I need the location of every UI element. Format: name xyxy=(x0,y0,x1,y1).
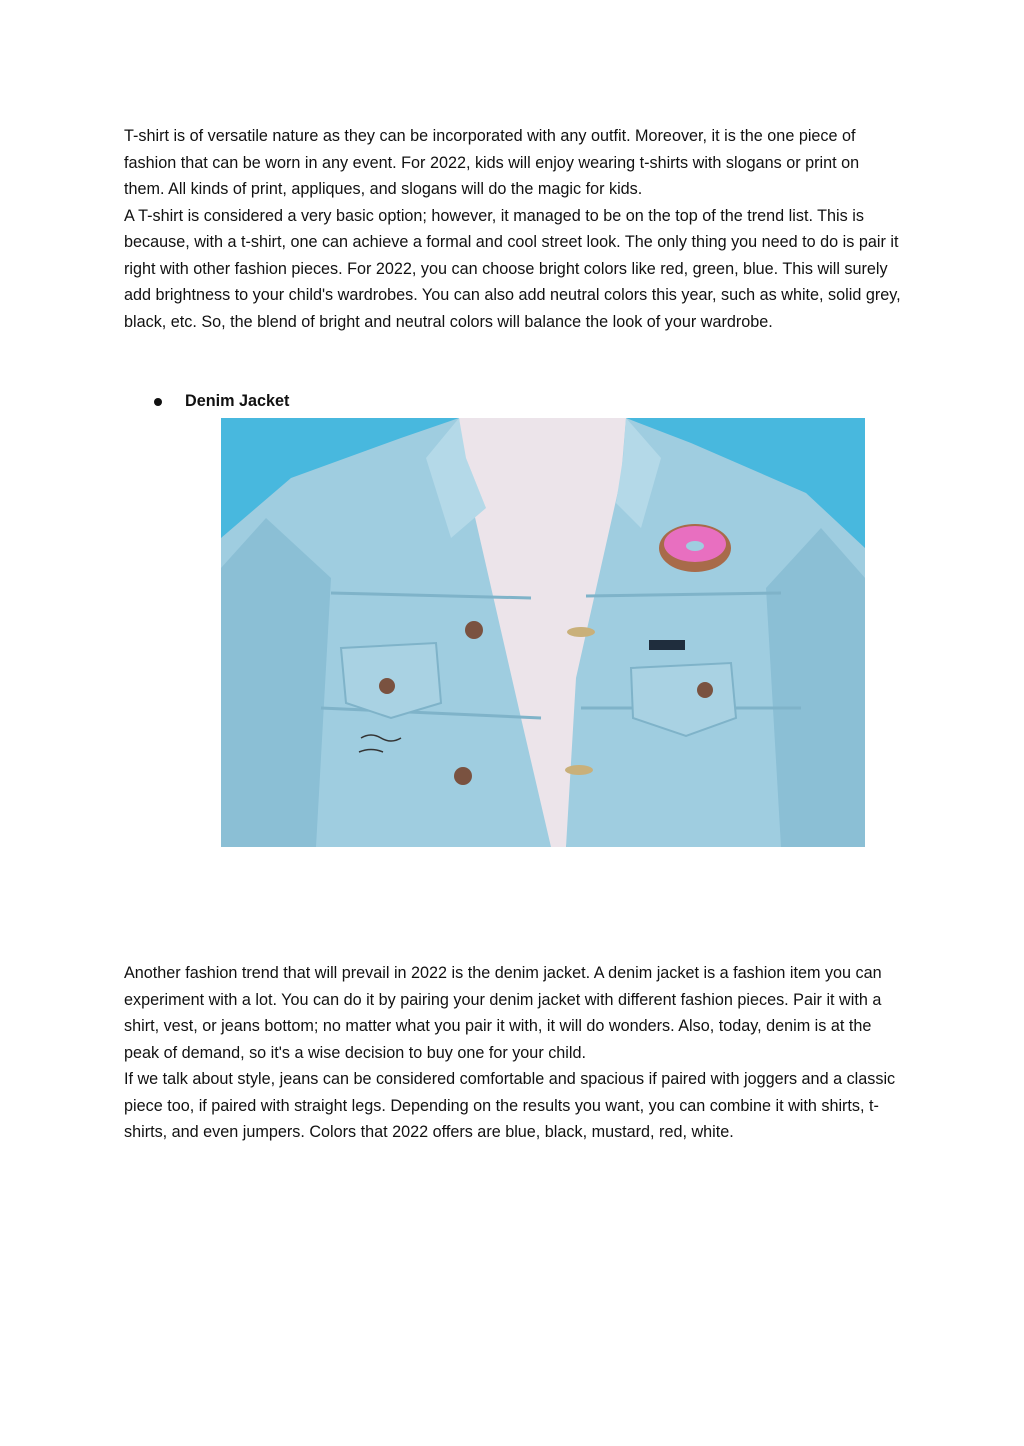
button-3 xyxy=(454,767,472,785)
buttonhole-1 xyxy=(567,627,595,637)
denim-jacket-photo xyxy=(221,418,865,847)
button-2 xyxy=(379,678,395,694)
bullet-item-denim-jacket xyxy=(154,388,289,414)
intro-paragraph-2: A T-shirt is considered a very basic option; however, it managed to be on the top of the trend list. This is because, with a t-shirt, one can achieve a formal and cool street look. The only thing you need to do is pair it right with other fashion pieces. For 2022, you can choose bright colors like red, green, blue. This will surely add brightness to your child's wardrobes. You can also add neutral colors this year, such as white, solid grey, black, etc. So, the blend of bright and neutral colors will balance the look of your wardrobe. xyxy=(124,206,901,331)
outro-paragraph-2: If we talk about style, jeans can be considered comfortable and spacious if paired with joggers and a classic piece too, if paired with straight legs. Depending on the results you want, you can combine it with shirts, t-shirts, and even jumpers. Colors that 2022 offers are blue, black, mustard, red, white. xyxy=(124,1070,896,1141)
button-1 xyxy=(465,621,483,639)
button-4 xyxy=(697,682,713,698)
buttonhole-2 xyxy=(565,765,593,775)
brand-tag xyxy=(649,640,685,650)
bullet-dot-icon xyxy=(154,398,162,406)
sleeve-right xyxy=(766,528,865,847)
intro-text xyxy=(124,123,904,335)
outro-paragraph-1: Another fashion trend that will prevail in 2022 is the denim jacket. A denim jacket is a fashion item you can experiment with a lot. You can do it by pairing your denim jacket with different fashion pieces. Pair it with a shirt, vest, or jeans bottom; no matter what you pair it with, it will do wonders. Also, today, denim is at the peak of demand, so it's a wise decision to buy one for your child. xyxy=(124,964,882,1062)
sleeve-left xyxy=(221,518,331,847)
intro-paragraph-1: T-shirt is of versatile nature as they can be incorporated with any outfit. Moreover, it is the one piece of fashion that can be worn in any event. For 2022, kids will enjoy wearing t-shirts with slogans or print on them. All kinds of print, appliques, and slogans will do the magic for kids. xyxy=(124,127,860,198)
denim-jacket-illustration xyxy=(221,418,865,847)
outro-text xyxy=(124,960,904,1146)
bullet-label: Denim Jacket xyxy=(185,392,290,410)
